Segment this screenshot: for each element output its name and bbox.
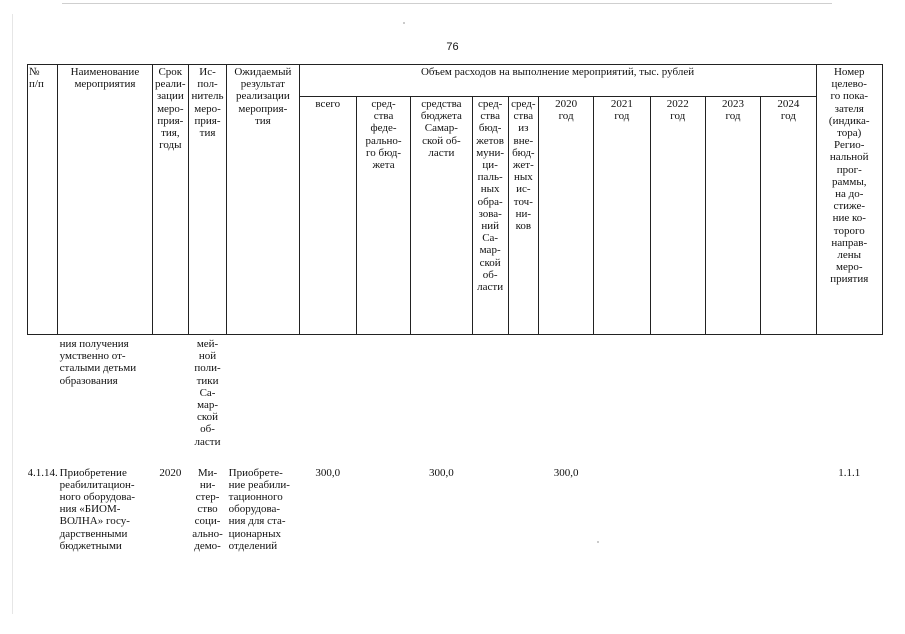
scan-edge-line <box>62 3 832 4</box>
header-municipal: сред- ства бюд- жетов муни- ци- паль- ных обра- зова- ний Са- мар- ской об- ласти <box>472 97 508 335</box>
cell-2021 <box>594 461 650 571</box>
header-year-2022: 2022 год <box>650 97 705 335</box>
cell-federal <box>356 461 410 571</box>
header-year-2021: 2021 год <box>594 97 650 335</box>
header-name: Наименование мероприятия <box>58 65 153 335</box>
cell-municipal <box>472 461 508 571</box>
cell-total: 300,0 <box>315 466 341 479</box>
header-region: средства бюджета Самар- ской об- ласти <box>411 97 472 335</box>
table-row <box>28 461 883 571</box>
expenses-table <box>27 64 883 571</box>
scan-margin-line <box>12 14 13 614</box>
header-federal: сред- ства феде- рально- го бюд- жета <box>356 97 410 335</box>
header-result: Ожидаемый результат реализации мероприя- тия <box>227 65 299 335</box>
header-year-2024: 2024 год <box>761 97 816 335</box>
cell-2024 <box>761 461 816 571</box>
table-row-continuation <box>28 335 883 461</box>
header-indicator: Номер целево- го пока- зателя (индика- тора) Регио- нальной прог- раммы, на до- стиже- ние ко- торого направ- лены меро- приятия <box>816 65 882 335</box>
cell-2022 <box>650 461 705 571</box>
cell-extra <box>508 461 538 571</box>
header-executor: Ис- пол- нитель меро- прия- тия <box>188 65 226 335</box>
header-volume: Объем расходов на выполнение мероприятий, тыс. рублей <box>299 65 816 97</box>
page-number: 76 <box>446 41 459 53</box>
cell-executor: Ми- ни- стер- ство соци- ально- демо- <box>192 466 223 552</box>
cell-name-continuation: ния получения умственно от- сталыми детьми образования <box>59 338 137 387</box>
cell-num: 4.1.14. <box>27 466 58 479</box>
header-year-2023: 2023 год <box>705 97 760 335</box>
cell-2023 <box>705 461 760 571</box>
cell-executor-continuation: мей- ной поли- тики Са- мар- ской об- ласти <box>194 338 221 448</box>
scan-speck <box>403 22 405 24</box>
cell-name: Приобретение реабилитацион- ного оборудова- ния «БИОМ- ВОЛНА» госу- дарственными бюджетными <box>59 466 135 552</box>
header-year-2020: 2020 год <box>538 97 593 335</box>
cell-indicator: 1.1.1 <box>838 466 861 479</box>
cell-region: 300,0 <box>429 466 454 479</box>
header-term: Срок реали- зации меро- прия- тия, годы <box>152 65 188 335</box>
header-extra: сред- ства из вне- бюд- жет- ных ис- точ- ни- ков <box>508 97 538 335</box>
cell-2020: 300,0 <box>553 466 579 479</box>
cell-term: 2020 <box>159 466 182 479</box>
cell-result: Приобрете- ние реабили- тационного оборудова- ния для ста- ционарных отделений <box>228 466 290 552</box>
header-num: № п/п <box>28 65 58 335</box>
header-total: всего <box>299 97 356 335</box>
